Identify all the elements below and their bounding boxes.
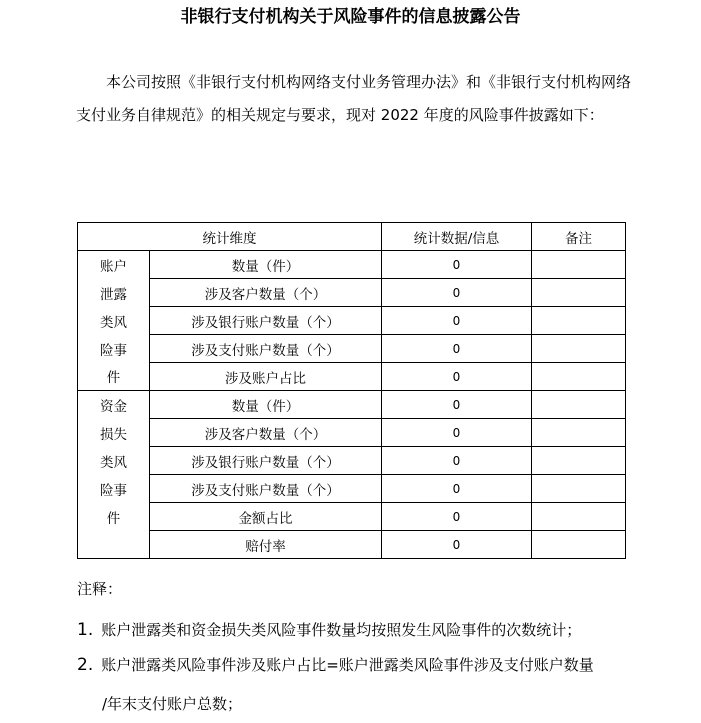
group-label-cell [78, 531, 150, 559]
note-number: 2. [77, 655, 94, 675]
remark-cell [532, 307, 626, 335]
group-label-cell: 件 [78, 503, 150, 531]
value-cell: 0 [382, 335, 532, 363]
table-row [78, 391, 626, 419]
value-cell: 0 [382, 419, 532, 447]
value-cell: 0 [382, 503, 532, 531]
metric-cell: 涉及银行账户数量（个） [150, 307, 382, 335]
remark-cell [532, 419, 626, 447]
group-label-cell: 险事 [78, 335, 150, 363]
note-text: 账户泄露类和资金损失类风险事件数量均按照发生风险事件的次数统计； [101, 621, 582, 639]
header-remark: 备注 [532, 223, 626, 251]
group-label-cell: 资金 [78, 391, 150, 419]
remark-cell [532, 279, 626, 307]
value-cell: 0 [382, 391, 532, 419]
risk-statistics-table [77, 222, 626, 559]
table-row [78, 279, 626, 307]
table-row [78, 447, 626, 475]
metric-cell: 赔付率 [150, 531, 382, 559]
header-dimension: 统计维度 [78, 223, 382, 251]
remark-cell [532, 475, 626, 503]
remark-cell [532, 363, 626, 391]
table-row [78, 251, 626, 279]
value-cell: 0 [382, 531, 532, 559]
note-text: 账户泄露类风险事件涉及账户占比=账户泄露类风险事件涉及支付账户数量 [101, 656, 594, 674]
table-row [78, 503, 626, 531]
note-item-2 [77, 654, 594, 676]
value-cell: 0 [382, 447, 532, 475]
remark-cell [532, 503, 626, 531]
remark-cell [532, 251, 626, 279]
metric-cell: 涉及支付账户数量（个） [150, 475, 382, 503]
group-label-cell: 类风 [78, 447, 150, 475]
group-label-cell: 账户 [78, 251, 150, 279]
remark-cell [532, 447, 626, 475]
table-row [78, 363, 626, 391]
metric-cell: 涉及客户数量（个） [150, 279, 382, 307]
notes-title: 注释： [77, 580, 123, 598]
remark-cell [532, 391, 626, 419]
metric-cell: 涉及支付账户数量（个） [150, 335, 382, 363]
table-row [78, 419, 626, 447]
table-row [78, 531, 626, 559]
value-cell: 0 [382, 279, 532, 307]
table-row [78, 475, 626, 503]
value-cell: 0 [382, 307, 532, 335]
table-row [78, 307, 626, 335]
remark-cell [532, 335, 626, 363]
intro-paragraph: 本公司按照《非银行支付机构网络支付业务管理办法》和《非银行支付机构网络支付业务自律规范》的相关规定与要求，现对 2022 年度的风险事件披露如下： [76, 73, 632, 124]
group-label-cell: 件 [78, 363, 150, 391]
note-number: 1. [77, 620, 94, 640]
remark-cell [532, 531, 626, 559]
value-cell: 0 [382, 363, 532, 391]
table-row [78, 335, 626, 363]
metric-cell: 涉及银行账户数量（个） [150, 447, 382, 475]
metric-cell: 涉及客户数量（个） [150, 419, 382, 447]
header-data: 统计数据/信息 [382, 223, 532, 251]
value-cell: 0 [382, 475, 532, 503]
metric-cell: 数量（件） [150, 251, 382, 279]
document-title: 非银行支付机构关于风险事件的信息披露公告 [180, 7, 521, 27]
table-header-row [78, 223, 626, 251]
group-label-cell: 损失 [78, 419, 150, 447]
note-item-2-continuation: /年末支付账户总数； [102, 695, 243, 713]
group-label-cell: 泄露 [78, 279, 150, 307]
value-cell: 0 [382, 251, 532, 279]
note-item-1 [77, 619, 581, 641]
metric-cell: 金额占比 [150, 503, 382, 531]
metric-cell: 数量（件） [150, 391, 382, 419]
group-label-cell: 类风 [78, 307, 150, 335]
group-label-cell: 险事 [78, 475, 150, 503]
metric-cell: 涉及账户占比 [150, 363, 382, 391]
